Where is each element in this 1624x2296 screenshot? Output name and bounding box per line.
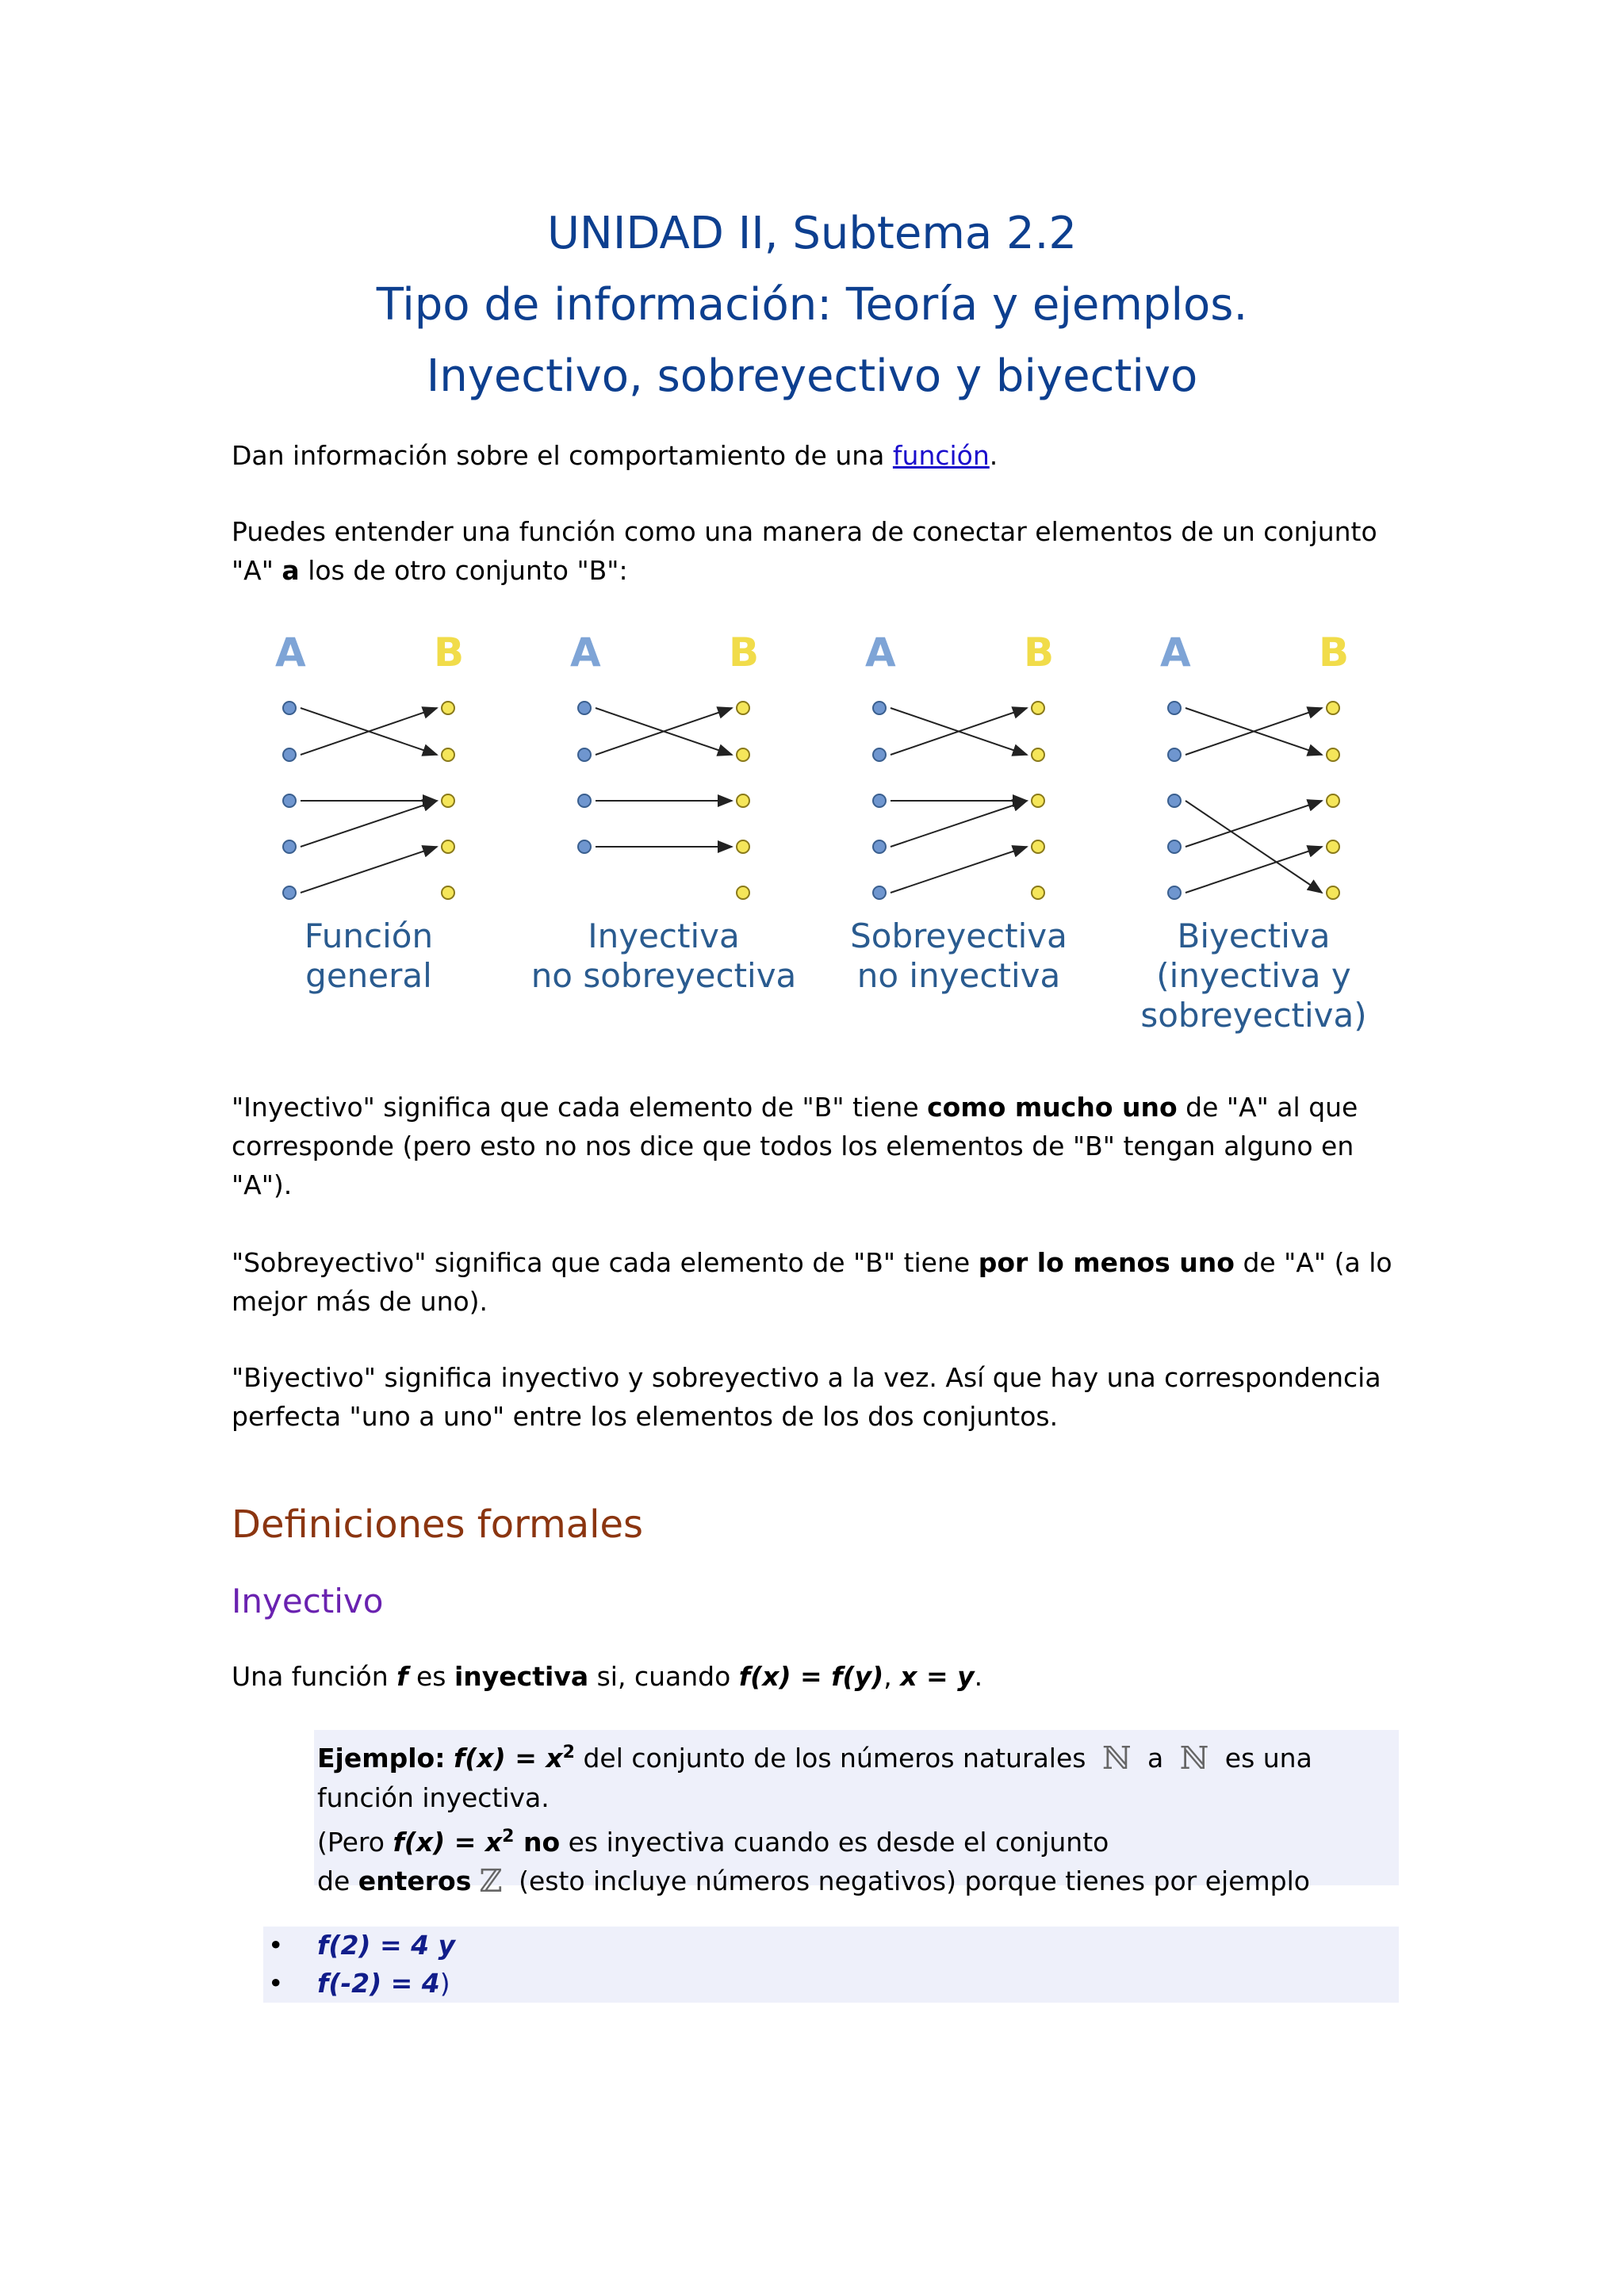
set-b-dot [442, 748, 454, 761]
title-block [0, 198, 1624, 412]
set-b-dot [1032, 794, 1044, 807]
definition-paragraph: Una función f es inyectiva si, cuando f(x) = f(y), x = y. [232, 1661, 983, 1692]
set-a-dot [873, 748, 886, 761]
set-b-dot [737, 840, 749, 853]
panel-caption: Función [304, 916, 434, 955]
panel-caption: sobreyectiva) [1140, 996, 1367, 1035]
panel-caption: Biyectiva [1177, 916, 1331, 955]
set-b-dot [1032, 840, 1044, 853]
set-b-dot [442, 840, 454, 853]
mapping-arrow [1185, 847, 1322, 893]
set-a-dot [283, 748, 296, 761]
set-b-dot [1327, 748, 1339, 761]
set-a-dot [578, 840, 591, 853]
mapping-arrow [1185, 801, 1322, 893]
set-b-dot [442, 702, 454, 714]
funcion-link[interactable]: función [892, 440, 990, 471]
set-a-label: A [865, 629, 896, 675]
integers-symbol: ℤ [479, 1863, 503, 1900]
sobreyectivo-paragraph: "Sobreyectivo" significa que cada elemento de "B" tiene por lo menos uno de "A" (a lo mejor más de uno). [232, 1247, 1392, 1317]
set-a-dot [578, 702, 591, 714]
set-b-label: B [1024, 629, 1055, 675]
set-a-dot [283, 886, 296, 899]
panel-caption: (inyectiva y [1156, 956, 1351, 995]
set-a-label: A [275, 629, 306, 675]
example-box: Ejemplo: $f(x) = x^2$ del conjunto de los números naturales ℕ a ℕ es una función inyectiva. (Pero $f(x) = x^2$ no es inyectiva cuando es desde el conjunto de enteros ℤ (esto incluye números negativos) porque tienes por ejemplo [314, 1730, 1399, 1885]
mapping-arrow [301, 847, 437, 893]
set-b-dot [737, 794, 749, 807]
heading-definiciones: Definiciones formales [232, 1502, 643, 1547]
panel-caption: no inyectiva [856, 956, 1061, 995]
set-a-dot [1168, 886, 1181, 899]
set-b-dot [1032, 886, 1044, 899]
list-item: • f(2) = 4 y [263, 1927, 1399, 1965]
list-item: • f(-2) = 4) [263, 1965, 1399, 2003]
set-b-dot [442, 886, 454, 899]
set-a-dot [873, 886, 886, 899]
panel-caption: Sobreyectiva [850, 916, 1067, 955]
set-a-dot [873, 702, 886, 714]
mapping-arrow [1185, 801, 1322, 847]
set-b-dot [1327, 886, 1339, 899]
set-a-dot [1168, 794, 1181, 807]
function-types-diagram [254, 626, 1411, 1054]
set-b-label: B [1319, 629, 1350, 675]
intro-paragraph: Dan información sobre el comportamiento de una función. [232, 440, 998, 471]
set-b-dot [442, 794, 454, 807]
set-b-dot [737, 702, 749, 714]
set-a-label: A [1160, 629, 1191, 675]
mapping-arrow [891, 801, 1027, 847]
set-b-dot [1327, 840, 1339, 853]
title-line-1: UNIDAD II, Subtema 2.2 [546, 208, 1078, 259]
set-a-dot [1168, 840, 1181, 853]
set-b-label: B [434, 629, 465, 675]
panel-caption: Inyectiva [588, 916, 740, 955]
panel-caption: no sobreyectiva [530, 956, 797, 995]
set-b-dot [1327, 702, 1339, 714]
set-a-dot [283, 702, 296, 714]
set-b-dot [737, 748, 749, 761]
set-b-dot [1032, 748, 1044, 761]
mapping-arrow [301, 801, 437, 847]
heading-inyectivo: Inyectivo [232, 1582, 384, 1621]
naturals-symbol: ℕ [1101, 1740, 1132, 1777]
title-line-3: Inyectivo, sobreyectivo y biyectivo [426, 350, 1198, 402]
set-a-dot [283, 840, 296, 853]
set-b-dot [737, 886, 749, 899]
set-a-dot [578, 794, 591, 807]
set-b-dot [1032, 702, 1044, 714]
biyectivo-paragraph: "Biyectivo" significa inyectivo y sobreyectivo a la vez. Así que hay una correspondencia perfecta "uno a uno" entre los elementos de los dos conjuntos. [232, 1362, 1381, 1432]
set-a-dot [578, 748, 591, 761]
naturals-symbol-2: ℕ [1179, 1740, 1209, 1777]
connect-paragraph: Puedes entender una función como una manera de conectar elementos de un conjunto "A" a los de otro conjunto "B": [232, 516, 1377, 586]
set-a-dot [1168, 748, 1181, 761]
inyectivo-paragraph: "Inyectivo" significa que cada elemento de "B" tiene como mucho uno de "A" al que corresponde (pero esto no nos dice que todos los elementos de "B" tengan alguno en "A"). [232, 1092, 1358, 1200]
set-a-dot [873, 840, 886, 853]
panel-caption: general [305, 956, 432, 995]
set-a-dot [283, 794, 296, 807]
set-a-dot [1168, 702, 1181, 714]
set-b-label: B [729, 629, 760, 675]
mapping-arrow [891, 847, 1027, 893]
title-line-2: Tipo de información: Teoría y ejemplos. [376, 279, 1248, 331]
set-a-label: A [570, 629, 601, 675]
set-a-dot [873, 794, 886, 807]
example-bullets [263, 1927, 1399, 2003]
set-b-dot [1327, 794, 1339, 807]
